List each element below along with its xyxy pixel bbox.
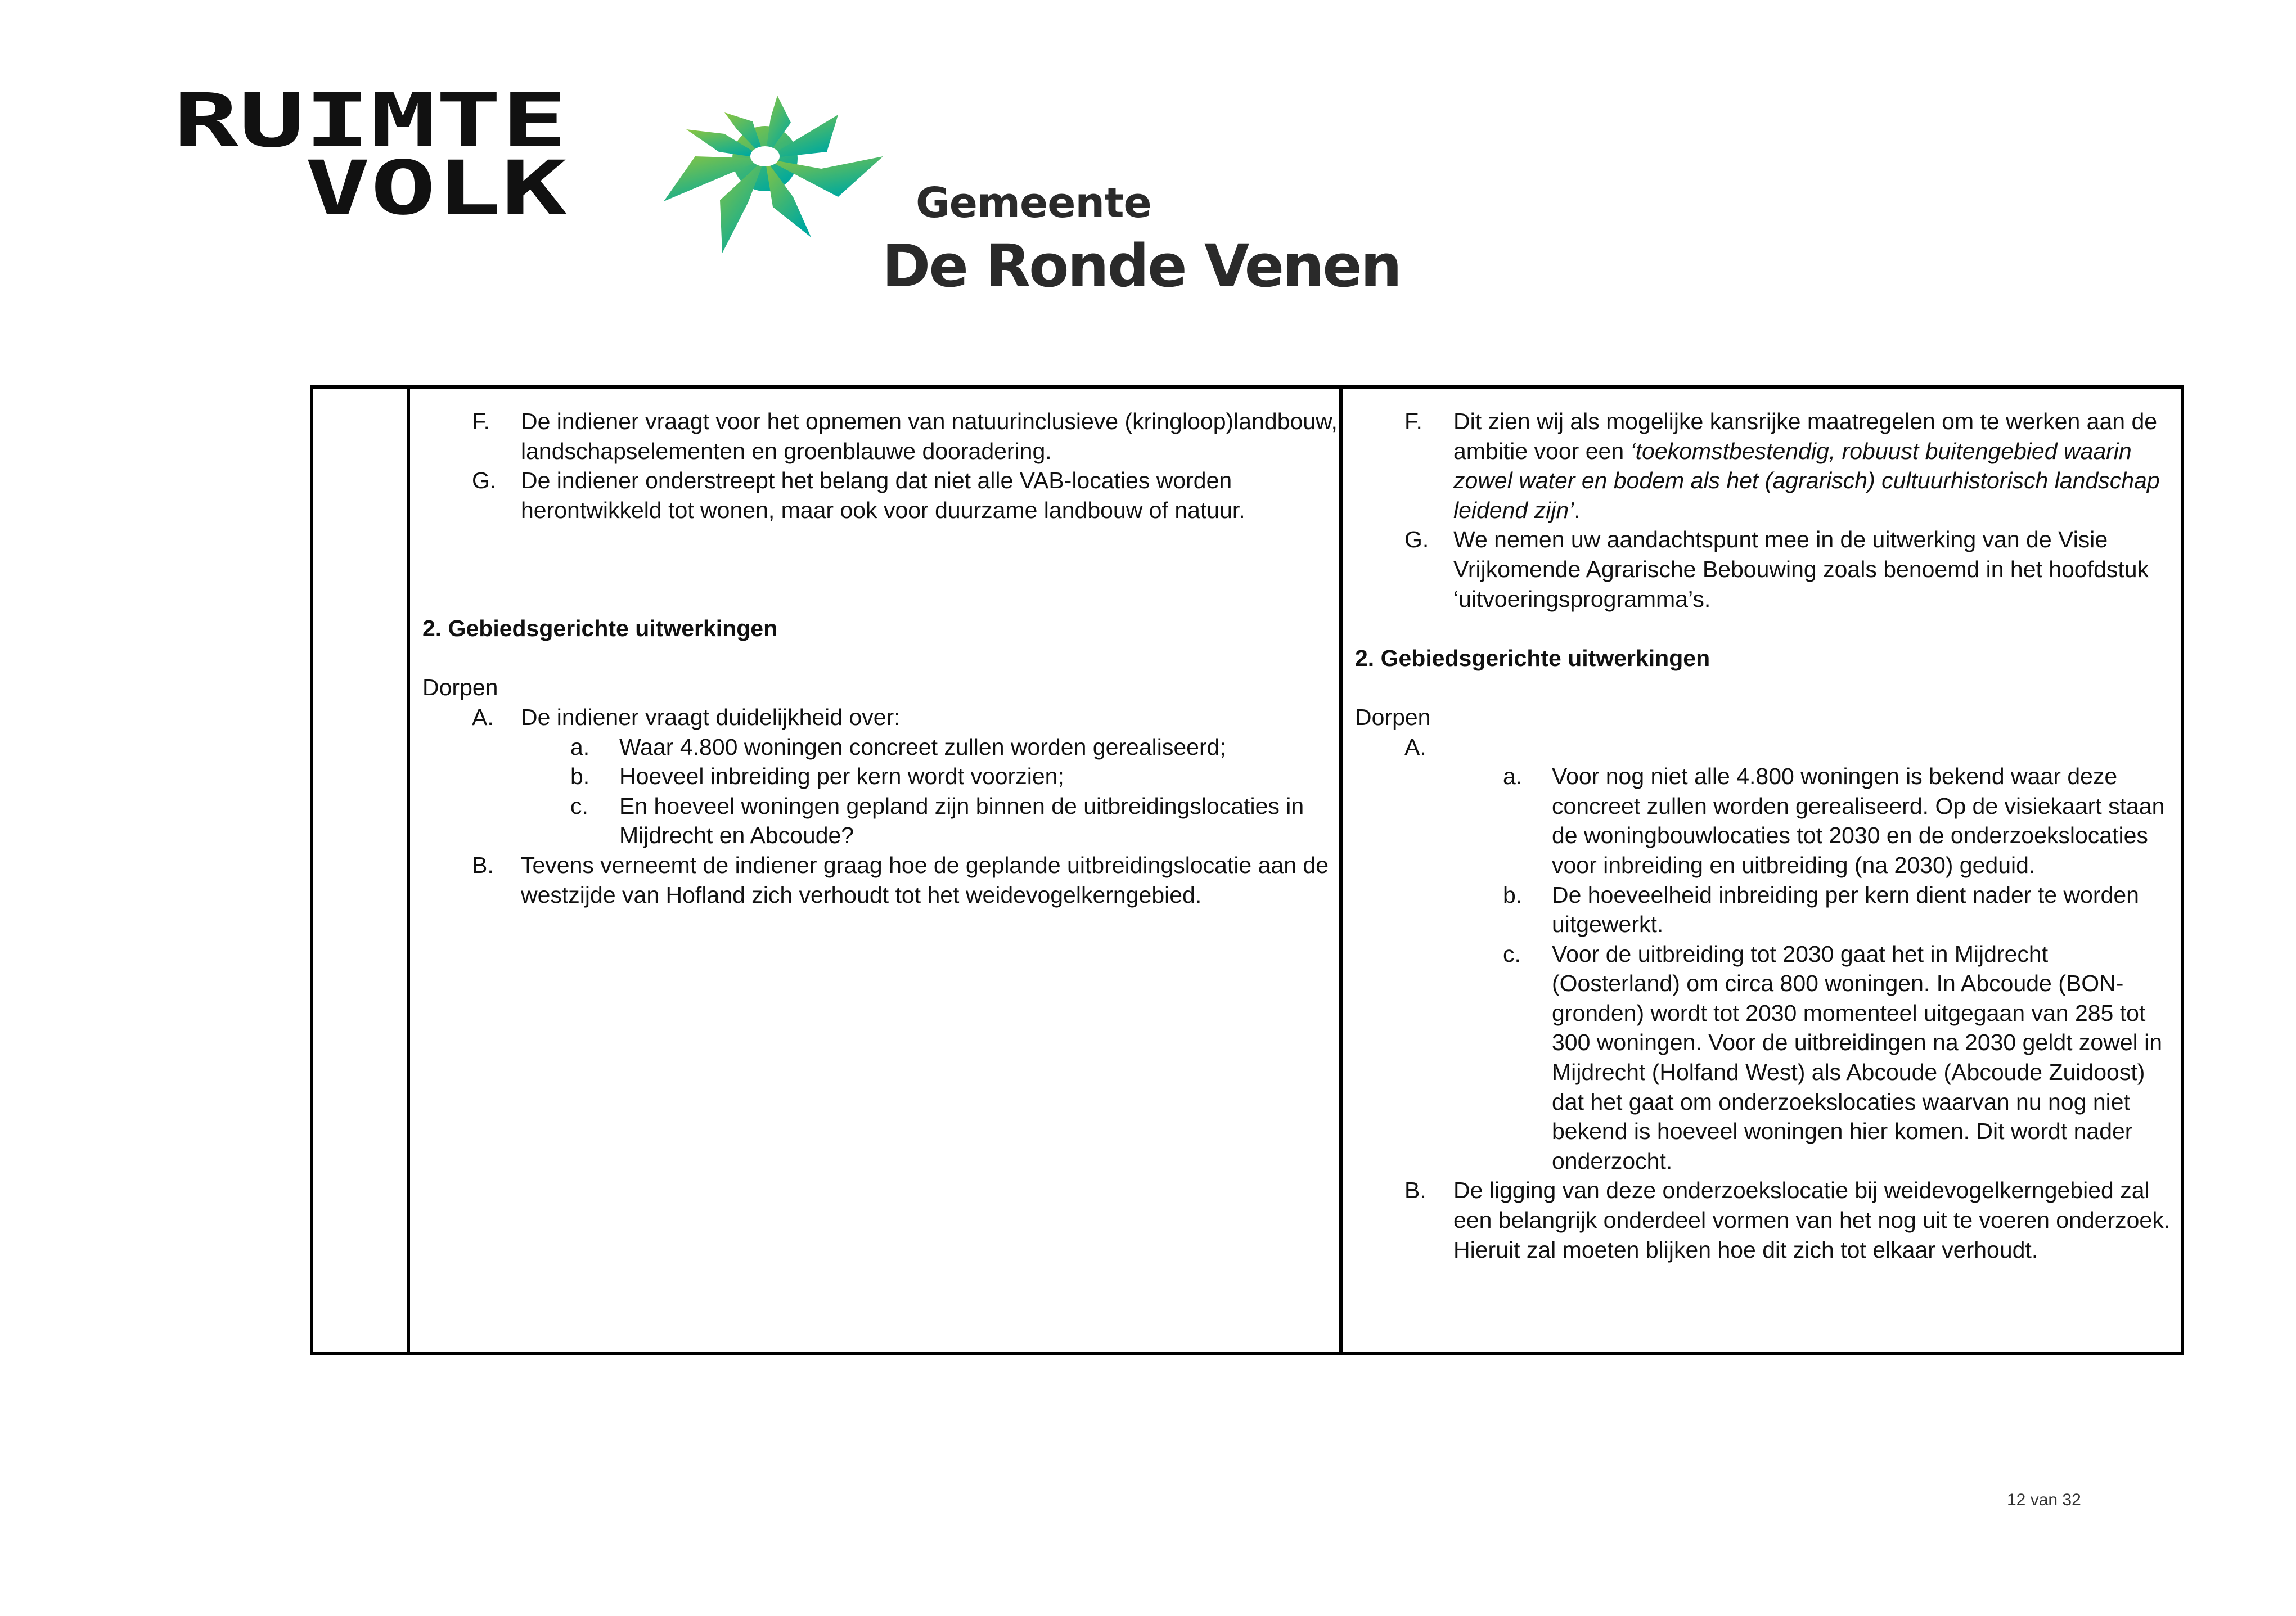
left-cell	[422, 407, 1345, 910]
item-text: De ligging van deze onderzoekslocatie bij weidevogelkerngebied zal een belangrijk onderdeel vormen van het nog uit te voeren onderzoek. Hieruit zal moeten blijken hoe dit zich tot elkaar verhoudt.	[1453, 1177, 2171, 1263]
item-marker: F.	[1404, 408, 1422, 434]
item-text-plain: Dit zien wij als mogelijke kansrijke maatregelen om te werken aan de ambitie voor een	[1453, 408, 2158, 464]
ruimte-volk-logo-line1: RUIMTE	[173, 90, 567, 164]
item-text: De indiener vraagt duidelijkheid over:	[521, 704, 901, 730]
sub-list-item	[422, 791, 1345, 850]
item-marker: A.	[1404, 733, 1426, 760]
item-text-quote: ‘toekomstbestendig, robuust buitengebied waarin zowel water en bodem als het (agrarisch) cultuurhistorisch landschap leidend zijn’	[1453, 438, 2160, 523]
section-title: 2. Gebiedsgerichte uitwerkingen	[1355, 645, 1710, 671]
sub-item-text: Hoeveel inbreiding per kern wordt voorzien;	[619, 763, 1064, 790]
item-text-end: .	[1574, 497, 1581, 523]
sub-item-text: De hoeveelheid inbreiding per kern dient nader te worden uitgewerkt.	[1552, 881, 2139, 938]
item-text: De indiener onderstreept het belang dat niet alle VAB-locaties worden herontwikkeld tot wonen, maar ook voor duurzame landbouw of natuur.	[521, 467, 1245, 523]
sub-item-text: Waar 4.800 woningen concreet zullen worden gerealiseerd;	[619, 733, 1226, 760]
sub-item-text: En hoeveel woningen gepland zijn binnen de uitbreidingslocaties in Mijdrecht en Abcoude?	[619, 793, 1304, 849]
item-text: De indiener vraagt voor het opnemen van natuurinclusieve (kringloop)landbouw, landschapselementen en groenblauwe dooradering.	[521, 408, 1338, 464]
list-item	[1355, 525, 2176, 614]
item-marker: G.	[472, 467, 497, 494]
sub-list-item	[1355, 880, 2176, 939]
sub-item-text: Voor de uitbreiding tot 2030 gaat het in Mijdrecht (Oosterland) om circa 800 woningen. In Abcoude (BON-gronden) wordt tot 2030 momenteel uitgegaan van 285 tot 300 woningen. Voor de uitbreidingen na 2030 geldt zowel in Mijdrecht (Holfand West) als Abcoude (Abcoude Zuidoost) dat het gaat om onderzoekslocaties waarvan nu nog niet bekend is hoeveel woningen hier komen. Dit wordt nader onderzocht.	[1552, 940, 2163, 1174]
sub-item-marker: c.	[1503, 940, 1521, 967]
response-table	[310, 385, 2184, 1355]
item-marker: B.	[1404, 1177, 1426, 1204]
sub-item-marker: c.	[570, 793, 588, 819]
section-title: 2. Gebiedsgerichte uitwerkingen	[422, 615, 778, 642]
subsection-title: Dorpen	[422, 674, 498, 701]
list-item	[422, 407, 1345, 466]
list-item	[422, 466, 1345, 525]
page-number: 12 van 32	[2007, 1491, 2081, 1509]
sub-list-item	[422, 732, 1345, 762]
ruimte-volk-logo	[169, 90, 574, 225]
item-text	[1453, 408, 2160, 523]
item-text: We nemen uw aandachtspunt mee in de uitwerking van de Visie Vrijkomende Agrarische Bebouwing zoals benoemd in het hoofdstuk ‘uitvoeringsprogramma’s.	[1453, 526, 2149, 612]
subsection-title: Dorpen	[1355, 704, 1431, 730]
sub-item-marker: a.	[1503, 763, 1523, 790]
ruimte-volk-logo-line2: VOLK	[305, 145, 567, 225]
list-item	[422, 850, 1345, 910]
sub-item-marker: b.	[1503, 881, 1523, 908]
drv-logo-label-small: Gemeente	[916, 179, 1151, 227]
sub-list-item	[1355, 939, 2176, 1176]
item-marker: F.	[472, 408, 490, 434]
item-text: Tevens verneemt de indiener graag hoe de geplande uitbreidingslocatie aan de westzijde van Hofland zich verhoudt tot het weidevogelkerngebied.	[521, 852, 1329, 908]
sub-list-item	[1355, 762, 2176, 880]
list-item	[1355, 407, 2176, 525]
table-divider-1	[407, 389, 410, 1352]
sub-item-marker: a.	[570, 733, 590, 760]
sub-item-text: Voor nog niet alle 4.800 woningen is bekend waar deze concreet zullen worden gerealiseerd. Op de visiekaart staan de woningbouwlocaties tot 2030 en de onderzoekslocaties voor inbreiding en uitbreiding (na 2030) geduid.	[1552, 763, 2165, 878]
drv-logo-label-large: De Ronde Venen	[882, 232, 1401, 300]
item-marker: G.	[1404, 526, 1429, 553]
item-text	[1453, 734, 1460, 760]
sub-item-marker: b.	[570, 763, 590, 790]
star-arrow-logo-icon	[652, 90, 900, 270]
list-item	[422, 703, 1345, 732]
list-item	[1355, 732, 2176, 762]
right-cell	[1355, 407, 2176, 1264]
item-marker: B.	[472, 852, 494, 878]
item-marker: A.	[472, 704, 494, 730]
sub-list-item	[422, 762, 1345, 791]
list-item	[1355, 1176, 2176, 1264]
